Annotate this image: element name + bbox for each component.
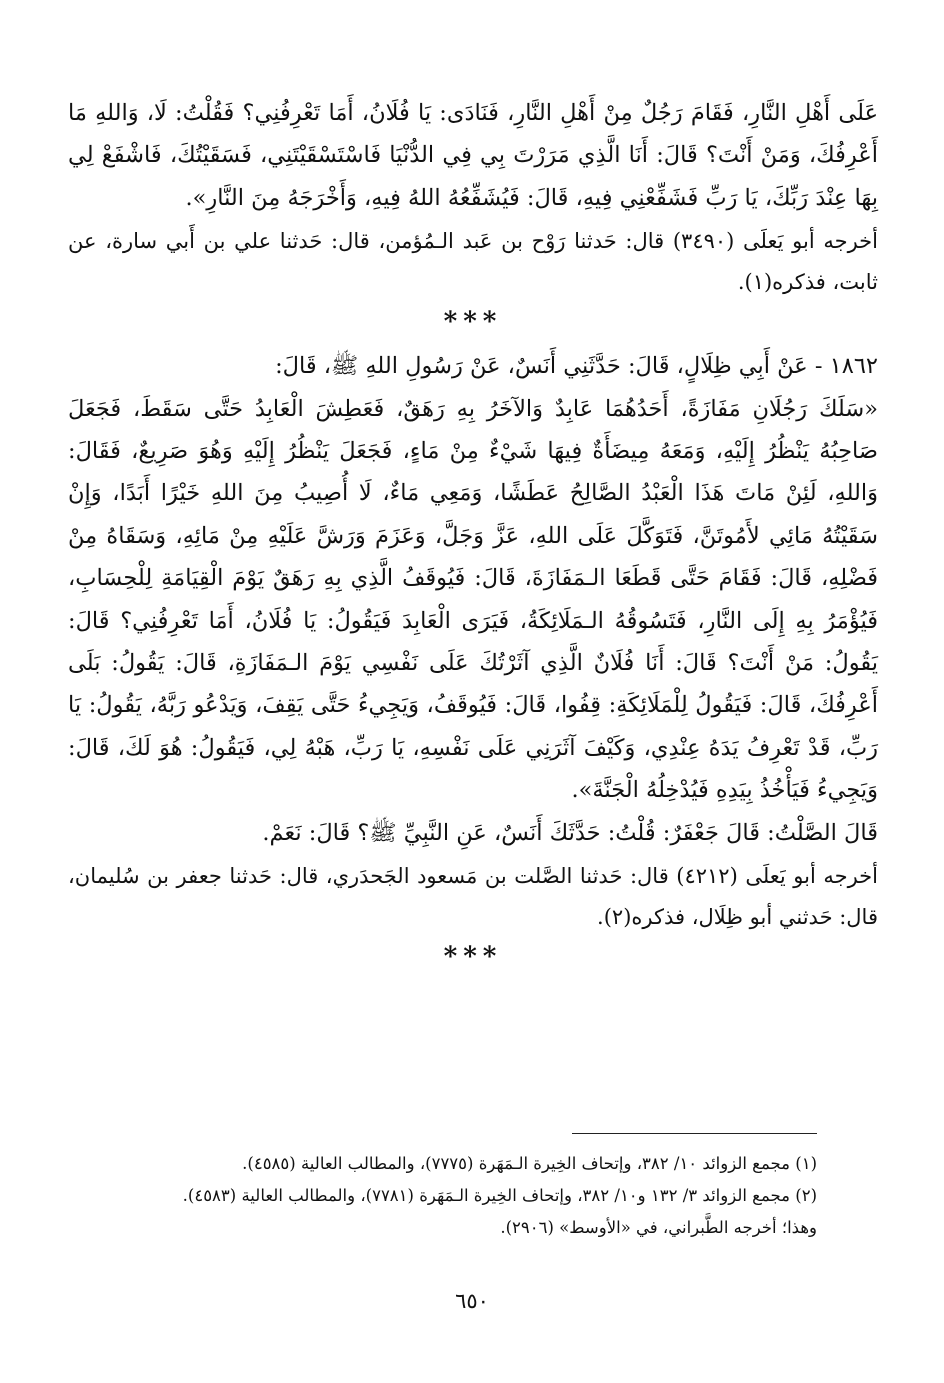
page-number: ٦٥٠ xyxy=(455,1289,489,1313)
hadith-number: ١٨٦٢ - xyxy=(814,353,878,380)
takhrij-abu-yala-4212: أخرجه أبو يَعلَى (٤٢١٢) قال: حَدثنا الصَّلت بن مَسعود الجَحدَري، قال: حَدثنا جعفر بن سُليمان، قال: حَدثني أبو ظِلَال، فذكره(٢). xyxy=(68,864,878,930)
section-separator-stars: *** xyxy=(443,942,503,973)
hadith-isnad: عَنْ أَبِي ظِلَالٍ، قَالَ: حَدَّثَنِي أَنَسٌ، عَنْ رَسُولِ اللهِ ﷺ، قَالَ: xyxy=(275,353,808,380)
footnote-2: (٢) مجمع الزوائد ٣/ ١٣٢ و١٠/ ٣٨٢، وإتحاف الخِيرة الـمَهَرة (٧٧٨١)، والمطالب العالية (٤٥٨٣). xyxy=(182,1186,817,1205)
hadith-1862-intro xyxy=(68,345,878,387)
hadith-continuation-text: عَلَى أَهْلِ النَّارِ، فَقَامَ رَجُلٌ مِنْ أَهْلِ النَّارِ، فَنَادَى: يَا فُلَانُ، أَمَا تَعْرِفُنِي؟ فَقُلْتُ: لَا، وَاللهِ مَا أَعْرِفُكَ، وَمَنْ أَنْتَ؟ قَالَ: أَنَا الَّذِي مَرَرْتَ بِي فِي الدُّنْيَا فَاسْتَسْقَيْتَنِي، فَسَقَيْتُكَ، فَاشْفَعْ لِي بِهَا عِنْدَ رَبِّكَ، يَا رَبِّ فَشَفِّعْنِي فِيهِ، قَالَ: فَيُشَفِّعُهُ اللهُ فِيهِ، وَأَخْرَجَهُ مِنَ النَّارِ». xyxy=(68,100,878,211)
footnote-divider xyxy=(572,1133,817,1134)
footnotes xyxy=(95,1148,817,1244)
takhrij-abu-yala-3490: أخرجه أبو يَعلَى (٣٤٩٠) قال: حَدثنا رَوْح بن عَبد الـمُؤمن، قال: حَدثنا علي بن أَبي سارة، عن ثابت، فذكره(١). xyxy=(68,229,878,295)
hadith-1862-matn: «سَلَكَ رَجُلَانِ مَفَازَةً، أَحَدُهُمَا عَابِدٌ وَالآخَرُ بِهِ رَهَقٌ، فَعَطِشَ الْعَابِدُ حَتَّى سَقَطَ، فَجَعَلَ صَاحِبُهُ يَنْظُرُ إِلَيْهِ، وَمَعَهُ مِيضَأَةٌ فِيهَا شَيْءٌ مِنْ مَاءٍ، فَجَعَلَ يَنْظُرُ إِلَيْهِ وَهُوَ صَرِيعٌ، فَقَالَ: وَاللهِ، لَئِنْ مَاتَ هَذَا الْعَبْدُ الصَّالِحُ عَطَشًا، وَمَعِي مَاءٌ، لَا أُصِيبُ مِنَ اللهِ خَيْرًا أَبَدًا، وَإِنْ سَقَيْتُهُ مَائِي لأَمُوتَنَّ، فَتَوَكَّلَ عَلَى اللهِ، عَزَّ وَجَلَّ، وَعَزَمَ وَرَشَّ عَلَيْهِ مِنْ مَائِهِ، وَسَقَاهُ مِنْ فَضْلِهِ، قَالَ: فَقَامَ حَتَّى قَطَعَا الـمَفَازَةَ، قَالَ: فَيُوقَفُ الَّذِي بِهِ رَهَقٌ يَوْمَ الْقِيَامَةِ لِلْحِسَابِ، فَيُؤْمَرُ بِهِ إِلَى النَّارِ، فَتَسُوقُهُ الـمَلَائِكَةُ، فَيَرَى الْعَابِدَ فَيَقُولُ: يَا فُلَانُ، أَمَا تَعْرِفُنِي؟ قَالَ: يَقُولُ: مَنْ أَنْتَ؟ قَالَ: أَنَا فُلَانٌ الَّذِي آثَرْتُكَ عَلَى نَفْسِي يَوْمَ الـمَفَازَةِ، قَالَ: يَقُولُ: بَلَى أَعْرِفُكَ، قَالَ: فَيَقُولُ لِلْمَلَائِكَةِ: قِفُوا، قَالَ: فَيُوقَفُ، وَيَجِيءُ حَتَّى يَقِفَ، وَيَدْعُو رَبَّهُ، يَقُولُ: يَا رَبِّ، قَدْ تَعْرِفُ يَدَهُ عِنْدِي، وَكَيْفَ آثَرَنِي عَلَى نَفْسِهِ، يَا رَبِّ، هَبْهُ لِي، فَيَقُولُ: هُوَ لَكَ، قَالَ: وَيَجِيءُ فَيَأْخُذُ بِيَدِهِ فَيُدْخِلُهُ الْجَنَّةَ». xyxy=(68,395,878,804)
section-separator-stars: *** xyxy=(443,307,503,338)
hadith-1862-note-salt: قَالَ الصَّلْتُ: قَالَ جَعْفَرٌ: قُلْتُ: حَدَّثَكَ أَنَسٌ، عَنِ النَّبِيِّ ﷺ؟ قَالَ: نَعَمْ. xyxy=(262,819,878,846)
footnote-1: (١) مجمع الزوائد ١٠/ ٣٨٢، وإتحاف الخِيرة الـمَهَرة (٧٧٧٥)، والمطالب العالية (٤٥٨٥). xyxy=(242,1154,817,1173)
footnote-2-continuation: وهذا؛ أخرجه الطَّبراني، في «الأوسط» (٢٩٠٦). xyxy=(500,1218,817,1237)
